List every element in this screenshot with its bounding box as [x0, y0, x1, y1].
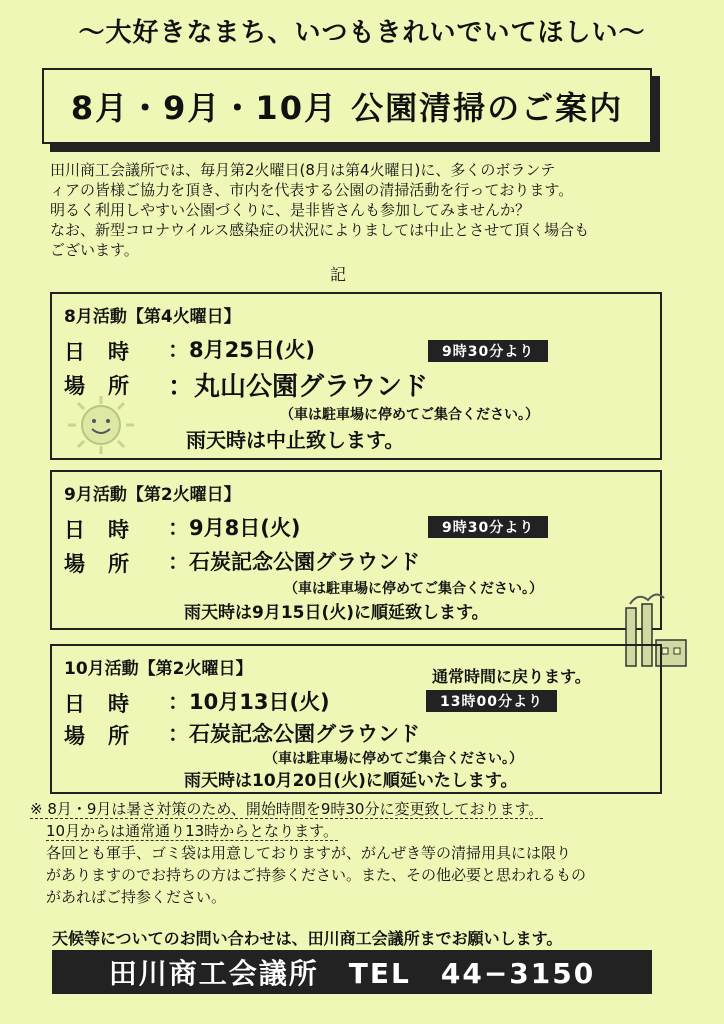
footnote-line: 10月からは通常通り13時からとなります。 — [46, 822, 338, 840]
footnote-line: 各回とも軍手、ゴミ袋は用意しておりますが、がんぜき等の清掃用具には限り — [46, 844, 572, 862]
inquiry-text: 天候等についてのお問い合わせは、田川商工会議所までお願いします。 — [52, 929, 563, 948]
rain-note: 雨天時は9月15日(火)に順延致します。 — [184, 603, 489, 623]
page-title — [42, 68, 652, 144]
slogan: 〜大好きなまち、いつもきれいでいてほしい〜 — [78, 18, 646, 48]
contact-banner — [52, 950, 652, 994]
intro-line: なお、新型コロナウイルス感染症の状況によりましては中止とさせて頂く場合も — [50, 221, 590, 239]
time-badge: 9時30分より — [428, 516, 548, 538]
parking-note: （車は駐車場に停めてご集合ください。） — [264, 751, 523, 767]
page-title-text: 8月・9月・10月 公園清掃のご案内 — [70, 89, 624, 127]
footnote — [30, 798, 700, 908]
event-date: ：8月25日(火) — [168, 338, 316, 362]
intro-line: ィアの皆様ご協力を頂き、市内を代表する公園の清掃活動を行っております。 — [50, 181, 574, 199]
date-label: 日 時 — [64, 340, 130, 364]
event-october — [50, 644, 662, 794]
intro-line: 明るく利用しやすい公園づくりに、是非皆さんも参加してみませんか？ — [50, 201, 531, 219]
parking-note: （車は駐車場に停めてご集合ください。） — [284, 581, 543, 597]
intro-text — [50, 160, 690, 260]
smiling-sun-icon — [62, 394, 140, 456]
place-label: 場 所 — [64, 724, 130, 748]
event-place: ：石炭記念公園グラウンド — [168, 550, 420, 574]
parking-note: （車は駐車場に停めてご集合ください。） — [280, 407, 539, 423]
ki-mark: 記 — [330, 265, 347, 284]
event-place: ：石炭記念公園グラウンド — [168, 722, 420, 746]
event-september — [50, 470, 662, 630]
place-label: 場 所 — [64, 552, 130, 576]
contact-text: 田川商工会議所 TEL 44−3150 — [108, 957, 596, 990]
event-heading: 9月活動【第2火曜日】 — [64, 485, 241, 505]
event-august — [50, 292, 662, 460]
time-return-note: 通常時間に戻ります。 — [432, 667, 591, 686]
place-label: 場 所 — [64, 374, 130, 398]
rain-note: 雨天時は10月20日(火)に順延いたします。 — [184, 771, 518, 791]
date-label: 日 時 — [64, 518, 130, 542]
event-heading: 10月活動【第2火曜日】 — [64, 659, 253, 679]
time-badge: 9時30分より — [428, 340, 548, 362]
footnote-line: があればご持参ください。 — [46, 888, 227, 906]
footnote-line: ※ 8月・9月は暑さ対策のため、開始時間を9時30分に変更致しております。 — [30, 800, 544, 818]
event-date: ：10月13日(火) — [168, 690, 330, 714]
time-badge: 13時00分より — [426, 690, 557, 712]
footnote-line: がありますのでお持ちの方はご持参ください。また、その他必要と思われるもの — [46, 866, 587, 884]
intro-line: ございます。 — [50, 241, 139, 259]
event-place: ：丸山公園グラウンド — [168, 372, 429, 402]
rain-note: 雨天時は中止致します。 — [186, 428, 405, 452]
event-heading: 8月活動【第4火曜日】 — [64, 307, 241, 327]
date-label: 日 時 — [64, 692, 130, 716]
intro-line: 田川商工会議所では、毎月第2火曜日(8月は第4火曜日)に、多くのボランテ — [50, 161, 556, 179]
event-date: ：9月8日(火) — [168, 516, 301, 540]
